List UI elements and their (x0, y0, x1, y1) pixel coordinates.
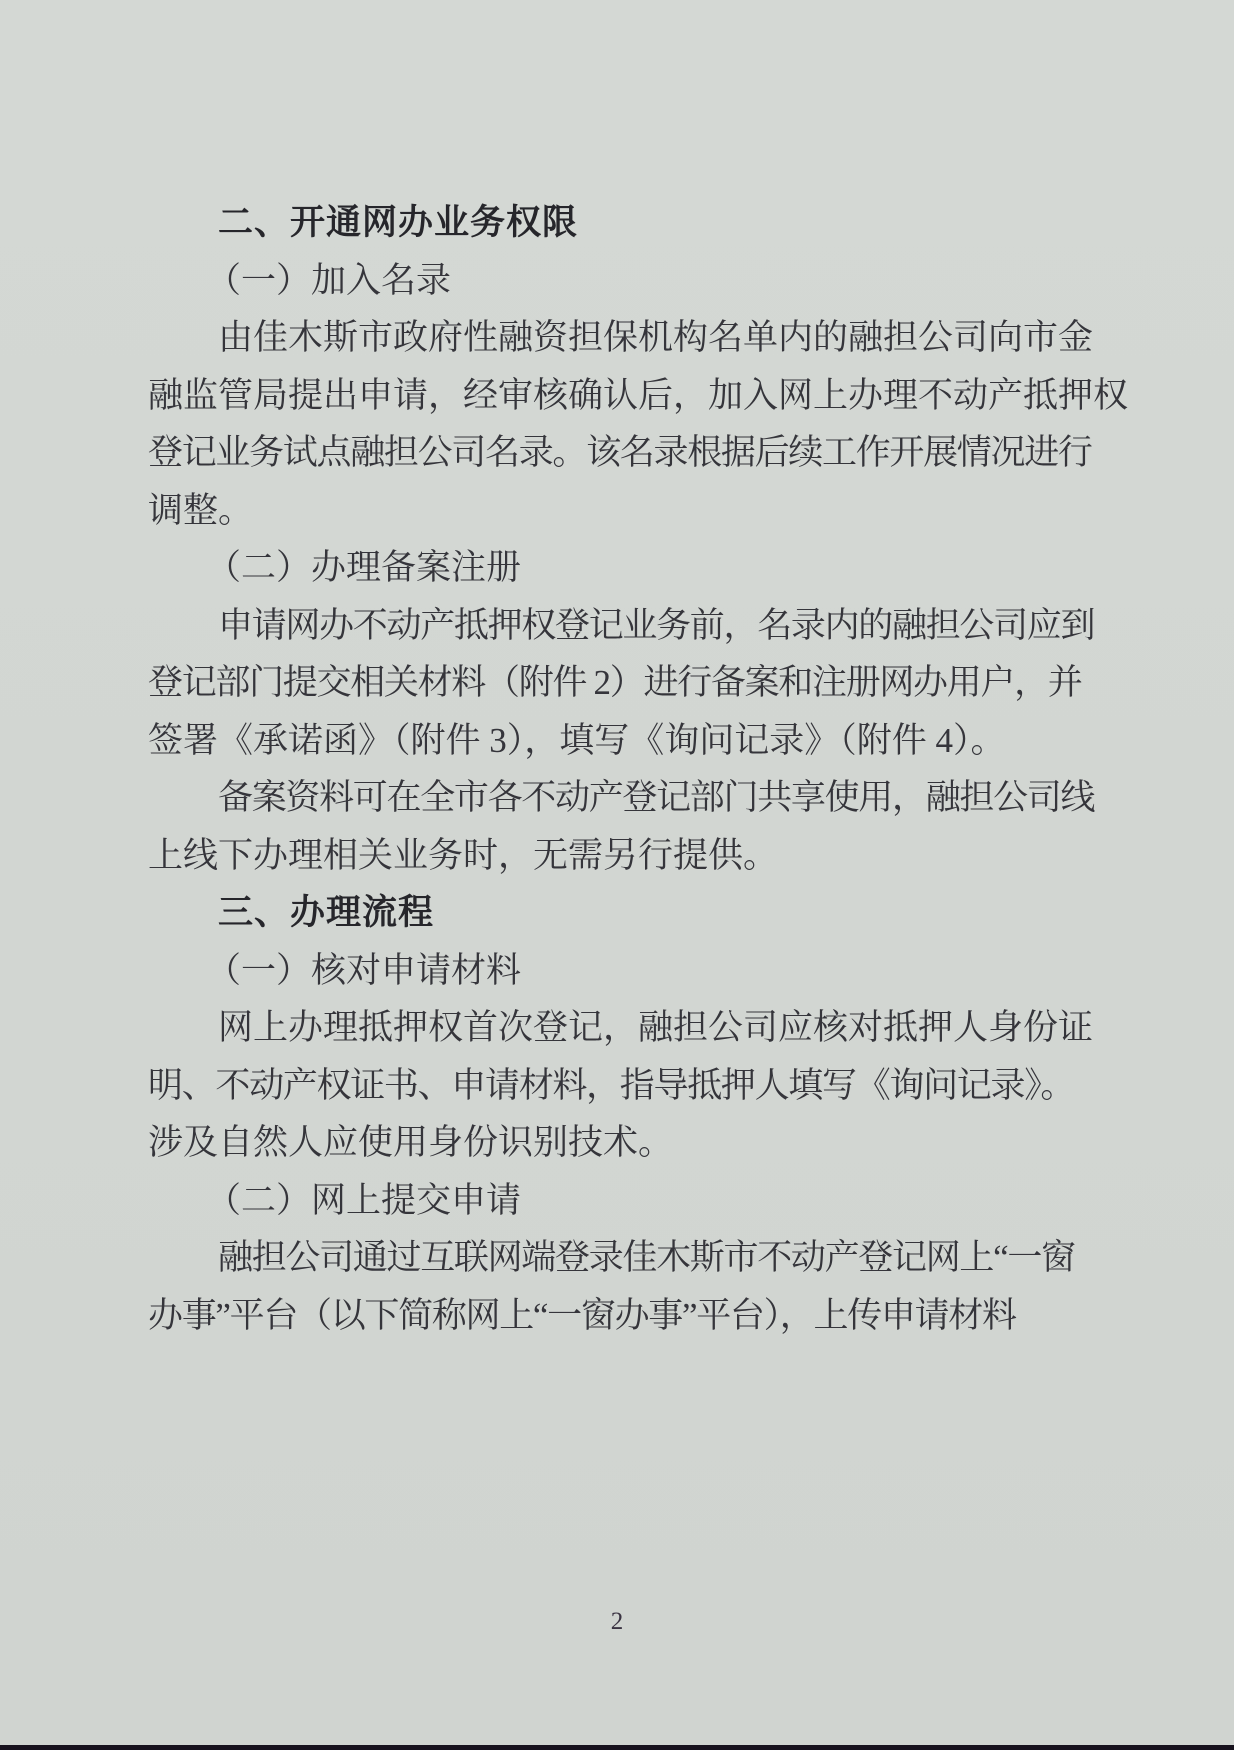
body-line: 上线下办理相关业务时，无需另行提供。 (148, 835, 779, 875)
body-line: 申请网办不动产抵押权登记业务前，名录内的融担公司应到 (218, 605, 1095, 645)
page-number: 2 (610, 1608, 624, 1635)
subsection-heading: （二）网上提交申请 (206, 1180, 522, 1220)
section-heading: 三、办理流程 (218, 893, 435, 932)
body-line: 明、不动产权证书、申请材料，指导抵押人填写《询问记录》。 (148, 1065, 1075, 1105)
body-line: 由佳木斯市政府性融资担保机构名单内的融担公司向市金 (218, 318, 1094, 357)
subsection-heading: （一）加入名录 (206, 260, 452, 300)
body-line: 调整。 (148, 490, 254, 530)
body-line: 签署《承诺函》（附件 3），填写《询问记录》（附件 4）。 (148, 720, 1006, 760)
body-line: 登记部门提交相关材料（附件 2）进行备案和注册网办用户，并 (148, 663, 1082, 702)
body-line: 登记业务试点融担公司名录。该名录根据后续工作开展情况进行 (148, 433, 1092, 472)
document-text-block (148, 194, 1129, 1344)
body-line: 网上办理抵押权首次登记，融担公司应核对抵押人身份证 (218, 1008, 1094, 1047)
body-line: 备案资料可在全市各不动产登记部门共享使用，融担公司线 (218, 778, 1095, 817)
scan-edge-artifact (0, 1745, 1234, 1750)
subsection-heading: （二）办理备案注册 (206, 548, 522, 587)
body-line: 涉及自然人应使用身份识别技术。 (148, 1123, 674, 1162)
section-heading: 二、开通网办业务权限 (218, 203, 579, 242)
subsection-heading: （一）核对申请材料 (206, 950, 522, 990)
body-line: 融担公司通过互联网端登录佳木斯市不动产登记网上“一窗 (218, 1238, 1075, 1277)
body-line: 融监管局提出申请，经审核确认后，加入网上办理不动产抵押权 (148, 375, 1129, 415)
body-line: 办事”平台（以下简称网上“一窗办事”平台），上传申请材料 (148, 1295, 1016, 1335)
